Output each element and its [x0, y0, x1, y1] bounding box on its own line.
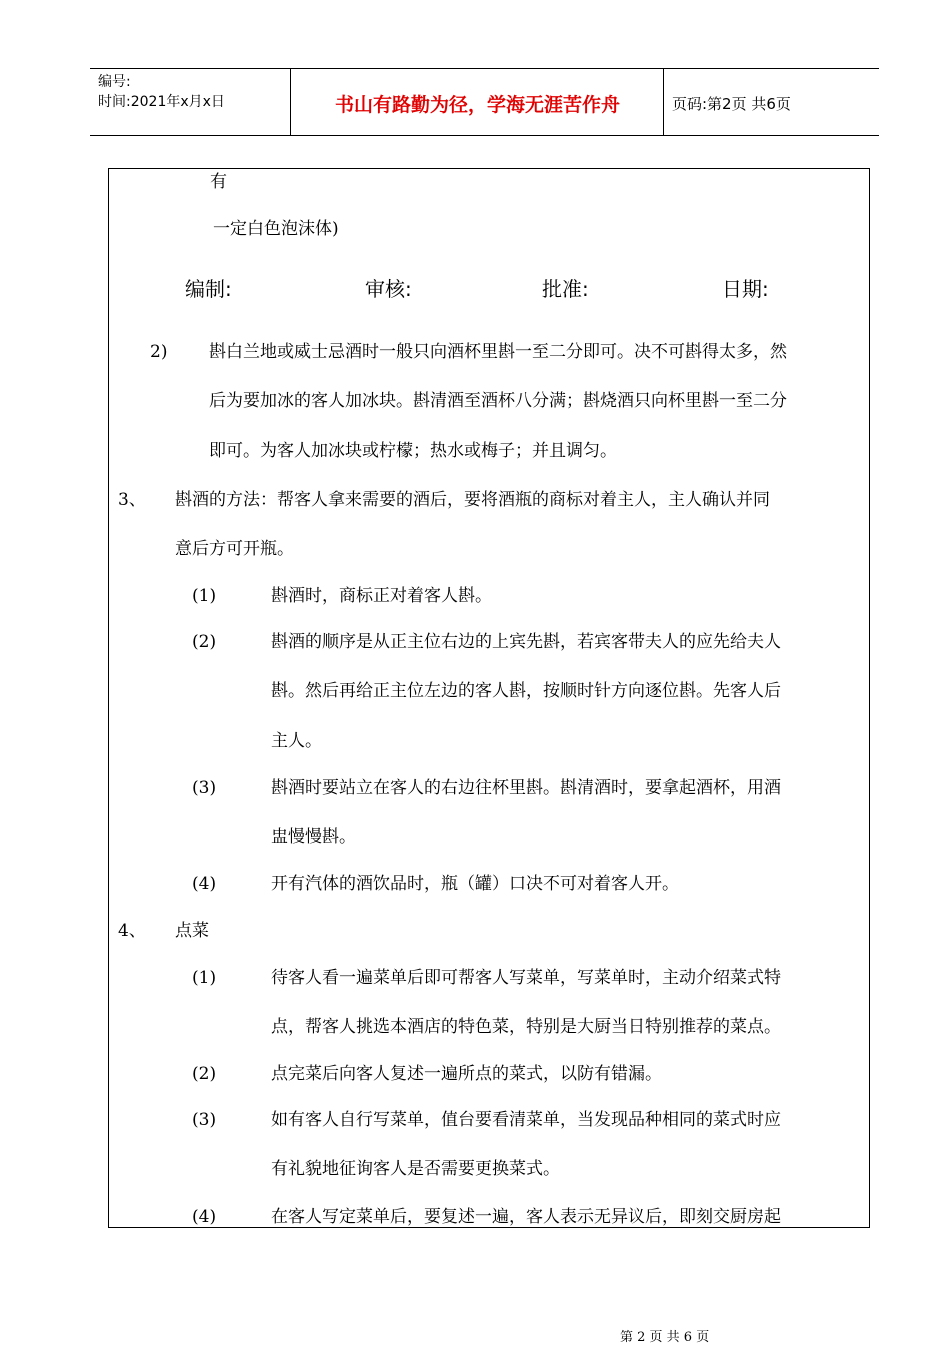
section3-line: 意后方可开瓶。 — [175, 539, 294, 559]
s3-item-line: 斟酒时，商标正对着客人斟。 — [271, 586, 492, 606]
s3-item-number: (1) — [192, 586, 217, 606]
s3-item-line: 盅慢慢斟。 — [271, 827, 356, 847]
s4-item-line: 待客人看一遍菜单后即可帮客人写菜单，写菜单时，主动介绍菜式特 — [271, 968, 781, 988]
s4-item-line: 点完菜后向客人复述一遍所点的菜式，以防有错漏。 — [271, 1064, 662, 1084]
s4-item-number: (3) — [192, 1110, 217, 1130]
cont-line-2: 一定白色泡沫体) — [213, 219, 339, 239]
section4-number: 4、 — [118, 921, 146, 941]
sig-approve: 批准: — [542, 277, 589, 301]
sig-date: 日期: — [722, 277, 769, 301]
sig-review: 审核: — [365, 277, 412, 301]
section3-line: 斟酒的方法：帮客人拿来需要的酒后，要将酒瓶的商标对着主人，主人确认并同 — [175, 490, 770, 510]
s3-item-line: 主人。 — [271, 731, 322, 751]
s4-item-number: (4) — [192, 1207, 217, 1227]
s4-item-line: 有礼貌地征询客人是否需要更换菜式。 — [271, 1159, 560, 1179]
item2-line: 后为要加冰的客人加冰块。斟清酒至酒杯八分满；斟烧酒只向杯里斟一至二分 — [209, 391, 787, 411]
item2-number: 2) — [150, 342, 168, 362]
number-label: 编号: — [98, 74, 131, 90]
s3-item-line: 开有汽体的酒饮品时，瓶（罐）口决不可对着客人开。 — [271, 874, 679, 894]
s3-item-number: (4) — [192, 874, 217, 894]
sig-compile: 编制: — [185, 277, 232, 301]
s3-item-line: 斟。然后再给正主位左边的客人斟，按顺时针方向逐位斟。先客人后 — [271, 681, 781, 701]
s3-item-number: (2) — [192, 632, 217, 652]
section4-title: 点菜 — [175, 921, 209, 941]
time-label: 时间:2021年x月x日 — [98, 94, 225, 110]
s3-item-line: 斟酒时要站立在客人的右边往杯里斟。斟清酒时，要拿起酒杯，用酒 — [271, 778, 781, 798]
s4-item-number: (1) — [192, 968, 217, 988]
cont-line-1: 有 — [210, 172, 227, 192]
s4-item-number: (2) — [192, 1064, 217, 1084]
header-divider-left — [290, 68, 291, 135]
header-divider-right — [663, 68, 664, 135]
header-top-rule — [90, 68, 879, 69]
s4-item-line: 点，帮客人挑选本酒店的特色菜，特别是大厨当日特别推荐的菜点。 — [271, 1017, 781, 1037]
s3-item-number: (3) — [192, 778, 217, 798]
header-page-info: 页码:第2页 共6页 — [672, 95, 791, 113]
header-bottom-rule — [90, 135, 879, 136]
s3-item-line: 斟酒的顺序是从正主位右边的上宾先斟，若宾客带夫人的应先给夫人 — [271, 632, 781, 652]
page-footer: 第 2 页 共 6 页 — [620, 1330, 710, 1345]
header-meta — [98, 72, 225, 112]
s4-item-line: 在客人写定菜单后，要复述一遍，客人表示无异议后，即刻交厨房起 — [271, 1207, 781, 1227]
item2-line: 即可。为客人加冰块或柠檬；热水或梅子；并且调匀。 — [209, 441, 617, 461]
item2-line: 斟白兰地或威士忌酒时一般只向酒杯里斟一至二分即可。决不可斟得太多，然 — [209, 342, 787, 362]
s4-item-line: 如有客人自行写菜单，值台要看清菜单，当发现品种相同的菜式时应 — [271, 1110, 781, 1130]
section3-number: 3、 — [118, 490, 146, 510]
header-motto: 书山有路勤为径，学海无涯苦作舟 — [334, 94, 620, 116]
